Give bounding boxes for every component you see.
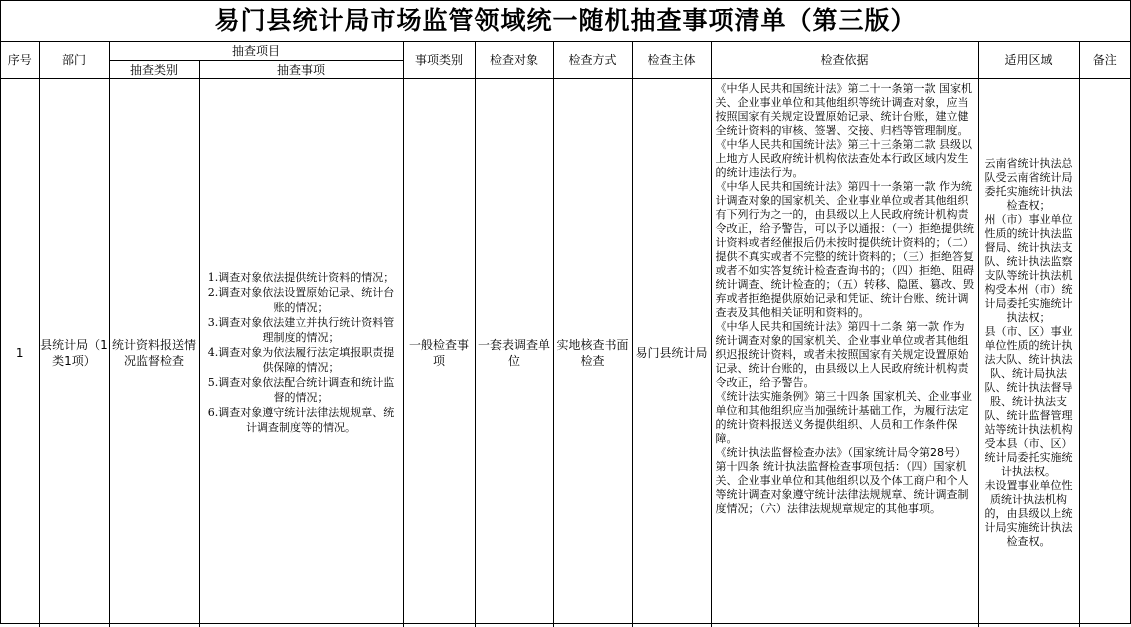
header-check-subject: 检查主体 — [632, 42, 711, 78]
check-matter-item: 5.调查对象依法配合统计调查和统计监督的情况； — [207, 376, 395, 404]
check-matter-item: 2.调查对象依法设置原始记录、统计台账的情况； — [207, 286, 395, 314]
cell-scope — [978, 78, 1079, 627]
cell-seq: 1 — [1, 78, 39, 627]
check-matter-item: 1.调查对象依法提供统计资料的情况； — [207, 271, 395, 284]
check-matter-item: 3.调查对象依法建立并执行统计资料管理制度的情况； — [207, 316, 395, 344]
basis-paragraph: 《统计执法监督检查办法》（国家统计局令第28号）第十四条 统计执法监督检查事项包括：（四）国家机关、企业事业单位和其他组织以及个体工商户和个人等统计调查对象遵守统计法律法规规章、统计调查制度情况；（六）法律法规规章规定的其他事项。 — [715, 445, 969, 515]
checklist-table — [1, 42, 1130, 627]
scope-paragraph: 云南省统计执法总队受云南省统计局委托实施统计执法检查权； — [984, 156, 1073, 212]
scope-paragraph: 未设置事业单位性质统计执法机构的，由县级以上统计局实施统计执法检查权。 — [984, 478, 1073, 548]
cell-check-method: 实地核查书面检查 — [553, 78, 632, 627]
cell-matter-type: 一般检查事项 — [403, 78, 475, 627]
header-remarks: 备注 — [1079, 42, 1130, 78]
cell-check-matters — [199, 78, 403, 627]
scope-paragraph: 州（市）事业单位性质的统计执法监督局、统计执法支队、统计执法监察支队等统计执法机构受本州（市）统计局委托实施统计执法权； — [984, 212, 1073, 324]
header-dept: 部门 — [39, 42, 109, 78]
header-matter-type: 事项类别 — [403, 42, 475, 78]
cell-remarks — [1079, 78, 1130, 627]
scope-paragraph: 县（市、区）事业单位性质的统计执法大队、统计执法队、统计局执法队、统计执法督导股、统计执法支队、统计监督管理站等统计执法机构受本县（市、区）统计局委托实施统计执法权。 — [984, 324, 1073, 478]
header-check-method: 检查方式 — [553, 42, 632, 78]
cell-check-category: 统计资料报送情况监督检查 — [109, 78, 199, 627]
header-scope: 适用区域 — [978, 42, 1079, 78]
basis-paragraph: 《中华人民共和国统计法》第三十三条第二款 县级以上地方人民政府统计机构依法查处本行政区域内发生的统计违法行为。 — [715, 137, 973, 179]
basis-paragraph: 《中华人民共和国统计法》第四十一条第一款 作为统计调查对象的国家机关、企业事业单位或者其他组织有下列行为之一的，由县级以上人民政府统计机构责令改正，给予警告，可以予以通报：（一）拒绝提供统计资料或者经催报后仍未按时提供统计资料的；（二）提供不真实或者不完整的统计资料的；（三）拒绝答复或者不如实答复统计检查查询书的；（四）拒绝、阻碍统计调查、统计检查的；（五）转移、隐匿、篡改、毁弃或者拒绝提供原始记录和凭证、统计台账、统计调查表及其他相关证明和资料的。 — [715, 179, 975, 319]
basis-paragraph: 《统计法实施条例》第三十四条 国家机关、企业事业单位和其他组织应当加强统计基础工作，为履行法定的统计资料报送义务提供组织、人员和工作条件保障。 — [715, 389, 973, 445]
cell-check-subject: 易门县统计局 — [632, 78, 711, 627]
header-check-target: 检查对象 — [475, 42, 553, 78]
header-check-basis: 检查依据 — [711, 42, 978, 78]
cell-check-basis — [711, 78, 978, 627]
document-title: 易门县统计局市场监管领域统一随机抽查事项清单（第三版） — [1, 1, 1130, 42]
check-matter-item: 6.调查对象遵守统计法律法规规章、统计调查制度等的情况。 — [207, 406, 395, 434]
header-check-category: 抽查类别 — [109, 60, 199, 78]
basis-paragraph: 《中华人民共和国统计法》第二十一条第一款 国家机关、企业事业单位和其他组织等统计调查对象，应当按照国家有关规定设置原始记录、统计台账，建立健全统计资料的审核、签署、交接、归档等管理制度。 — [715, 81, 973, 137]
cell-check-target: 一套表调查单位 — [475, 78, 553, 627]
check-matter-item: 4.调查对象为依法履行法定填报职责提供保障的情况； — [207, 346, 395, 374]
header-check-item: 抽查项目 — [109, 42, 403, 60]
cell-dept: 县统计局（1类1项） — [39, 78, 109, 627]
header-check-matters: 抽查事项 — [199, 60, 403, 78]
header-seq: 序号 — [1, 42, 39, 78]
basis-paragraph: 《中华人民共和国统计法》第四十二条 第一款 作为统计调查对象的国家机关、企业事业单位或者其他组织迟报统计资料，或者未按照国家有关规定设置原始记录、统计台账的，由县级以上人民政府统计机构责令改正，给予警告。 — [715, 319, 969, 389]
table-row — [1, 78, 1130, 627]
